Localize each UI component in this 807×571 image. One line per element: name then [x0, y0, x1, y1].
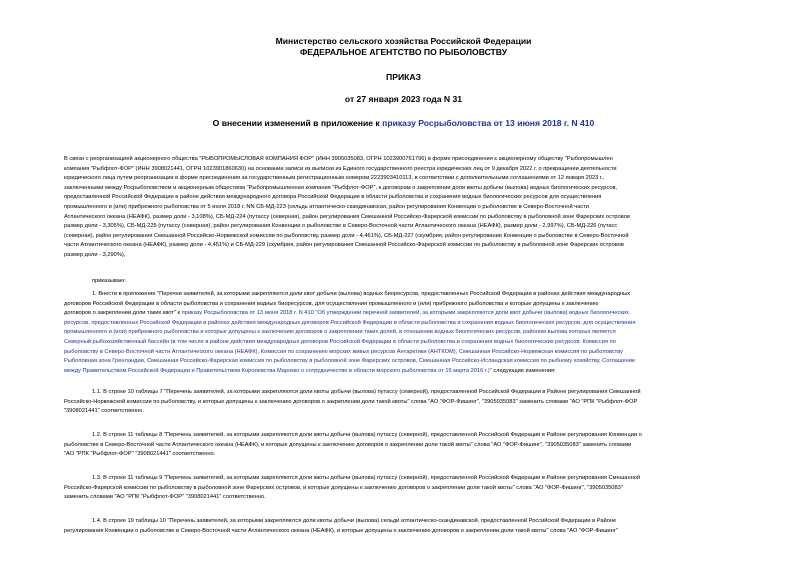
preamble-line: В связи с реорганизацией акционерного общества "РЫБОПРОМЫСЛОВАЯ КОМПАНИЯ ФОР" (ИНН 3905035083, ОГРН 1023900761796) в форме присоединения к акционерному обществу "Рыбопромышлен [64, 156, 613, 162]
order-410-link-line[interactable]: рыболовству в Северо-Восточной части Атлантического океана (НЕАФК), Комиссия по сохранению морских живых ресурсов Антарктики (АНТКОМ), Смешанная Российско-Норвежская комиссия по рыболовству [64, 348, 624, 355]
order-410-link-line[interactable]: Северный рыбохозяйственный бассейн (в том числе в районе действия международных договоров Российской Федерации в области рыболовства и сохранения водных биологических ресурсов: Комиссия по [64, 338, 616, 345]
preamble-line: размер доли - 3,290%), [64, 251, 126, 258]
ministry-name: Министерство сельского хозяйства Российской Федерации [275, 36, 532, 46]
agency-name: ФЕДЕРАЛЬНОЕ АГЕНТСТВО ПО РЫБОЛОВСТВУ [299, 47, 508, 57]
document-date: от 27 января 2023 года N 31 [344, 94, 463, 104]
preamble-line: части Атлантического океана (НЕАФК), размер доли - 4,451%) и СБ-МД-229 (скумбрия, район регулирования Смешанной Российско-Фарерской комиссии по рыболовству в рыболовной зоне Фарерских островов [64, 242, 624, 249]
sub-item-1-4: 1.4. В строке 19 таблицы 10 "Перечень заявителей, за которыми закрепляются доли квоты добычи (вылова) сельди атлантическо-скандинавской, предоставленной Российской Федерации в Районе регулирования Конвенции о рыболовстве в Северо-Восточной части Атлантического океана (НЕАФК), и которые допущены к заключению договоров о закреплении доли такой квоты" слова "АО "ФОР-Фишинг" [64, 518, 618, 534]
order-410-link-line[interactable]: между Правительством Российской Федерации и Правительством Королевства Марокко о сотрудничестве в области морского рыболовства от 15 марта 2016 г.)" [64, 367, 492, 374]
preamble-line: предоставленной Российской Федерации в районе действия международного договора Российской Федерации в области рыболовства и сохранения водных биологических ресурсов для осуществления [64, 194, 602, 201]
preamble-line: заключенными между Росрыболовством и акционерным обществом "Рыбопромышленная компания "Рыбфлот-ФОР", к договорам о закреплении доли квоты добычи (вылова) водных биологических ресурсов, [64, 184, 618, 191]
order-word: приказываю: [92, 278, 126, 284]
document-type: ПРИКАЗ [386, 72, 421, 82]
item-1-line: договоров о закреплении доли таких квот" к приказу Росрыболовства от 13 июня 2018 г. N 410 "Об утверждении перечней заявителей, за которыми закрепляются доли квот добычи (вылова) водных биологических [64, 310, 629, 317]
preamble-line: компания "Рыбфлот-ФОР" (ИНН 3908021441, ОГРН 1023901860630) на основании записи из выписки из Единого государственного реестра юридических лиц от 9 декабря 2022 г. о прекращении деятельности [64, 165, 617, 172]
title-prefix: О внесении изменений в приложение к [212, 118, 383, 128]
item-1-line: 1. Внести в приложение "Перечни заявителей, за которыми закрепляются доли квот добычи (вылова) водных биоресурсов, предоставленных Российской Федерации в районах действия международных [92, 291, 631, 297]
order-410-link[interactable]: приказу Росрыболовства от 13 июня 2018 г. N 410 "Об утверждении перечней заявителей, за которыми закрепляются доли квот добычи (вылова) водных биологических [181, 310, 629, 317]
preamble-line: (северная), район регулирования Смешанной Российско-Норвежской комиссии по рыболовству, размер доли - 4,461%), СБ-МД-227 (скумбрия, район регулирования Конвенции о рыболовстве в Северо-Восточной [64, 232, 629, 239]
title-link[interactable]: приказу Росрыболовства от 13 июня 2018 г. N 410 [382, 118, 595, 128]
sub-item-1-2: 1.2. В строке 11 таблицы 8 "Перечень заявителей, за которыми закрепляются доли квоты добычи (вылова) путассу (северной), предоставленной Российской Федерации в Районе регулирования Конвенции о рыболовстве в Северо-Восточной части Атлантического океана (НЕАФК), и которые допущены к заключению договоров о закреплении доли такой квоты" слова "АО "ФОР-Фишинг", "3905035083" заменить словами "АО "РПК "Рыбфлот-ФОР" "3908021441" соответственно. [64, 432, 642, 458]
preamble-line: размер доли - 3,305%), СБ-МД-225 (путассу (северная), район регулирования Конвенции о рыболовстве в Северо-Восточной части Атлантического океана (НЕАФК), размер доли - 2,997%), СБ-МД-226 (путасс [64, 223, 618, 230]
order-410-link-line[interactable]: промышленного и (или) прибрежного рыболовства и которые допущены к заключению договоров о закреплении таких долей, в отношении водных биологических ресурсов, районом вылова которых является [64, 329, 616, 336]
preamble-line: юридического лица путем реорганизации в форме присоединения за государственным регистрационным номером 2223903410113, в соответствии с дополнительными соглашениями от 12 января 2023 г., [64, 175, 605, 182]
document-title [0, 118, 807, 128]
preamble-line: промышленного и (или) прибрежного рыболовства от 5 июля 2018 г. NN СБ-МД-223 (сельдь атлантическо-скандинавская, район регулирования Конвенции о рыболовстве в Северо-Восточной части [64, 203, 589, 210]
sub-item-1-3: 1.3. В строке 11 таблицы 9 "Перечень заявителей, за которыми закрепляются доли квоты добычи (вылова) путассу (северной), предоставленной Российской Федерации в Районе регулирования Смешанной Российско-Фарерской комиссии по рыболовству в рыболовной зоне Фарерских островов, и которые допущены к заключению договоров о закреплении доли такой квоты" слова "АО "ФОР-Фишинг", "3905035083" заменить словами "АО "РПК "Рыбфлот-ФОР" "3908021441" соответственно. [64, 475, 641, 501]
item-1-line: между Правительством Российской Федерации и Правительством Королевства Марокко о сотрудничестве в области морского рыболовства от 15 марта 2016 г.)" следующие изменения: [64, 367, 556, 374]
order-410-link-line[interactable]: Рыболовная зона Гренландии, Смешанная Российско-Фарерская комиссия по рыболовству в рыболовной зоне Фарерских островов, Смешанная Российско-Исландская комиссия по рыбному хозяйству, Соглашение [64, 358, 636, 365]
order-410-link-line[interactable]: ресурсов, предоставленных Российской Федерации в районах действия международных договоров Российской Федерации в области рыболовства и сохранения водных биологических ресурсов, для осуществления [64, 319, 636, 326]
sub-item-1-1: 1.1. В строке 10 таблицы 7 "Перечень заявителей, за которыми закрепляются доли квоты добычи (вылова) путассу (северной), предоставленной Российской Федерации в Районе регулирования Смешанной Российско-Норвежской комиссии по рыболовству, и которые допущены к заключению договоров о закреплении доли такой квоты" слова "АО "ФОР-Фишинг", "3905035083" заменить словами "АО "РПК "Рыбфлот-ФОР "3908021441" соответственно. [64, 389, 641, 415]
preamble-line: Атлантического океана (НЕАФК), размер доли - 3,108%), СБ-МД-224 (путассу (северная), район регулирования Смешанной Российско-Фарерской комиссии по рыболовству в рыболовной зоне Фарерских островов [64, 213, 630, 220]
item-1-line: договоров Российской Федерации в области рыболовства и сохранения водных биоресурсов, для осуществления промышленного и (или) прибрежного рыболовства и которые допущены к заключению [64, 300, 599, 307]
item-1-paragraph [36, 290, 802, 376]
preamble-paragraph [36, 155, 802, 261]
